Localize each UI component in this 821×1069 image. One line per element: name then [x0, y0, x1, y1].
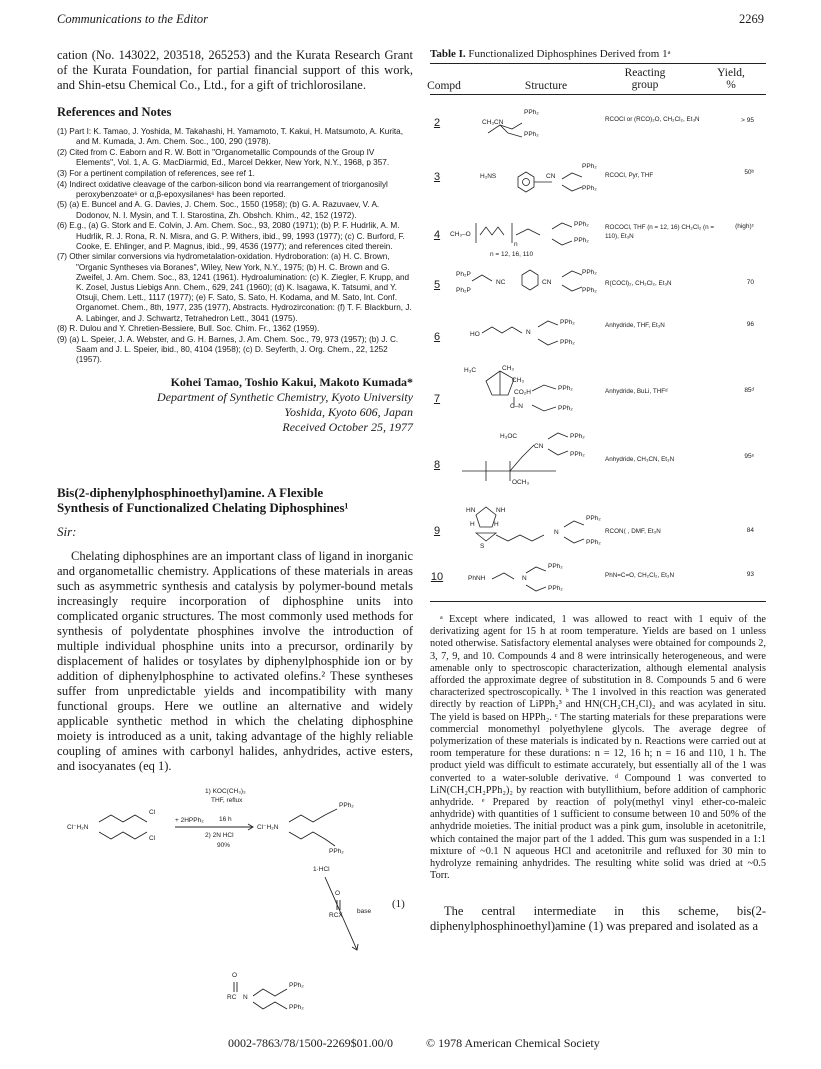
yield-value: > 95: [741, 117, 754, 124]
struct-label: CH₃–O: [450, 231, 471, 238]
compound-number: 10: [430, 571, 444, 583]
struct-label: NH: [496, 507, 506, 514]
struct-label: C–N: [510, 403, 524, 410]
struct-label: CN: [542, 279, 552, 286]
table-label: Table I.: [430, 48, 466, 60]
footer-code: 0002-7863/78/1500-2269$01.00/0: [228, 1036, 393, 1050]
struct-label: CN: [534, 443, 544, 450]
table-row: [430, 269, 766, 309]
reference-item: (2) Cited from C. Eaborn and R. W. Bott in "Organometallic Compounds of the Group IV Elements", Vol. 1, A. G. MacDiarmid, Ed., Marcel Dekker, New York, N.Y., 1968, p 357.: [57, 147, 390, 168]
struct-label: Ph₂P: [456, 271, 471, 278]
struct-label: PPh₂: [558, 405, 573, 412]
yield-value: 85ᵈ: [744, 387, 754, 394]
sm-cl-bottom: Cl: [149, 834, 156, 842]
reagent-hpph2: + 2HPPh₂: [175, 816, 204, 824]
struct-label: n = 12, 16, 110: [490, 251, 534, 258]
condition-solvent: THF, reflux: [211, 796, 243, 804]
table-row: [430, 499, 766, 555]
yield-value: 70: [746, 279, 754, 286]
col-header-group-line: Reacting: [624, 67, 666, 79]
condition-acid: 2) 2N HCl: [205, 831, 234, 839]
struct-label: NC: [496, 279, 506, 286]
struct-label: PPh₂: [582, 269, 597, 276]
struct-label: CN: [546, 173, 556, 180]
struct-label: HO: [470, 331, 480, 338]
salt-label: 1·HCl: [313, 865, 330, 873]
intro-paragraph: Chelating diphosphines are an important class of ligand in inorganic and organometallic chemistry. Applications of these materials in areas such as asymmetric synthesis and catalysis by polymer-bound metals increasingly require incorporation of diphosphine units into complicated organic structures. The most commonly used methods for synthesis of polydentate phosphines involve the introduction of multiple individual phosphine units into a precursor, ordinarily by displacement of halides or tosylates by diphenylphosphide ion or by addition of diphenylphosphine to activated olefins.² These syntheses suffer from unpredictable yields and incompatibility with many functional groups. Here we outline an alternative and widely applicable synthetic method in which the chelating diphosphine moiety is introduced as a unit, taking advantage of the highly reliable coupling of amines with carbonyl halides, anhydrides, active esters, and isocyanates (eq 1).: [57, 548, 413, 773]
col-header-group: [605, 67, 685, 91]
reference-item: (1) Part I: K. Tamao, J. Yoshida, M. Takahashi, H. Yamamoto, T. Kakui, H. Matsumoto, A. Kurita, and M. Kumada, J. Am. Chem. Soc., 100, 290 (1978).: [57, 127, 403, 147]
struct-label: PPh₂: [548, 563, 563, 570]
reaction-scheme: [57, 782, 413, 1012]
compound-number: 5: [433, 279, 441, 291]
struct-label: PPh₂: [586, 539, 601, 546]
table-row: [430, 561, 766, 597]
sm-chain-upper: [99, 815, 147, 822]
struct-label: PPh₂: [586, 515, 601, 522]
yield-value: (high)ᶜ: [735, 223, 754, 230]
yield-value: 84: [746, 527, 754, 534]
page-number: 2269: [739, 12, 764, 26]
reference-item: (8) R. Dulou and Y. Chretien-Bessiere, Bull. Soc. Chim. Fr., 1362 (1959).: [57, 324, 320, 334]
final-chain-upper: [253, 989, 287, 996]
struct-label: PPh₂: [574, 237, 589, 244]
table-row: [430, 165, 766, 205]
received-date: Received October 25, 1977: [282, 419, 413, 434]
reference-item: (5) (a) E. Buncel and A. G. Davies, J. Chem. Soc., 1550 (1958); (b) G. A. Razuvaev, V. A. Dodonov, N. I. Mysin, and T. I. Starostina, Zh. Obshch. Khim., 42, 152 (1972).: [57, 200, 380, 220]
yield-value: 95ᵉ: [744, 453, 754, 460]
final-n-label: N: [243, 993, 248, 1001]
condition-base: 1) KOC(CH₃)₃: [205, 787, 246, 795]
compound-number: 8: [433, 459, 441, 471]
reacting-group: RCON⟨ , DMF, Et₃N: [605, 528, 661, 535]
left-column: [57, 48, 413, 1012]
yield-value: 93: [746, 571, 754, 578]
col-header-yield-line: Yield,: [717, 67, 745, 79]
struct-label: PPh₂: [574, 221, 589, 228]
table-title: [430, 48, 766, 60]
struct-label: HN: [466, 507, 476, 514]
struct-label: H₂NS: [480, 173, 497, 180]
table-bottom-rule: [430, 601, 766, 602]
right-column: [427, 48, 766, 934]
struct-label: N: [522, 575, 527, 582]
struct-label: CH₃CN: [482, 119, 504, 126]
col-header-group-line: group: [631, 79, 659, 91]
table-row: [430, 319, 766, 359]
struct-label: PPh₂: [524, 109, 539, 116]
table-row: [430, 109, 766, 155]
reference-item: (6) E.g., (a) G. Stork and E. Colvin, J. Am. Chem. Soc., 93, 2080 (1971); (b) P. F. Hudrlik, A. M. Hudrlik, R. J. Rona, R. N. Misra, and G. P. Withers, ibid., 99, 1993 (1977); (c) C. Burford, F. Cooke, E. Ehlinger, and P. Magnus, ibid., 99, 4536 (1977); and references cited therein.: [57, 221, 405, 251]
final-pph2-bottom: PPh₂: [289, 1003, 304, 1011]
reacting-group: R(COCl)₂, CH₂Cl₂, Et₃N: [605, 280, 672, 287]
running-title: Communications to the Editor: [57, 12, 209, 26]
prod-chain-upper: [289, 809, 337, 822]
reacting-group: PhN=C=O, CH₂Cl₂, Et₃N: [605, 572, 675, 579]
struct-label: PPh₂: [570, 451, 585, 458]
col-header-structure: Structure: [524, 80, 568, 92]
sm-chain-lower: [99, 832, 147, 839]
salutation: Sir:: [57, 523, 77, 539]
rcx-o-label: O: [335, 889, 341, 897]
reacting-group: Anhydride, CH₃CN, Et₃N: [605, 456, 675, 463]
compound-number: 4: [433, 229, 441, 241]
article-title-line: Synthesis of Functionalized Chelating Diphosphines¹: [57, 499, 349, 515]
sm-amine-label: Cl⁻H₂N: [67, 823, 89, 831]
prod-amine-label: Cl⁻H₂N: [257, 823, 279, 831]
reference-list: [57, 127, 413, 366]
yield-value: 96: [746, 321, 754, 328]
struct-label: PPh₂: [582, 287, 597, 294]
author-block: [57, 375, 413, 435]
table-footnotes: ᵃ Except where indicated, 1 was allowed to react with 1 equiv of the derivatizing agent for 15 h at room temperature. Yields are based on 1 unless noted otherwise. Satisfactory elemental analyses were obtained for compounds 2, 3, 7, 9, and 10. Compounds 4 and 8 were intrinsically heterogeneous, and were amenable only to spectroscopic characterization, although elemental analysis afforded the approximate degree of substitution in 8. Compounds 5 and 6 were characterized spectroscopically. ᵇ The 1 involved in this reaction was generated directly by reaction of LiPPh₂³ and HN(CH₂CH₂Cl)₂ and was acylated in situ. The yield is based on HPPh₂. ᶜ The starting materials for these preparations were commercial monomethyl polyethylene glycols. The average degree of polymerization of these materials is indicated by n. Reactions were carried out at room temperature for these durations: n = 12, 16 h; n = 16 and 110, 1 h. The product yield was difficult to estimate accurately, but essentially all of the 1 was converted to a water-soluble derivative. ᵈ Compound 1 was converted to LiN(CH₂CH₂PPh₂)₂ by reaction with butyllithium, before addition of camphoric anhydride. ᵉ Prepared by reaction of poly(methyl vinyl ether-co-maleic anhydride) with quantities of 1 sufficient to consume between 10 and 50% of the anhydride moieties. The initial product was a pink gum, insoluble in acetonitrile, which contained the major part of the 1 added. This gum was suspended in a 1:1 mixture of ~0.1 N aqueous HCl and acetonitrile and refluxed for 30 min to hydrolyze remaining anhydrides. The resulting white solid was dried at ~0.5 Torr.: [430, 614, 766, 882]
affiliation-city: Yoshida, Kyoto 606, Japan: [284, 404, 413, 419]
reference-item: (7) Other similar conversions via hydrometalation-oxidation. Hydroboration: (a) H. C. Brown, "Organic Syntheses via Boranes", Wiley, New York, N.Y., 1975; (b) H. C. Brown and G. Zweifel, J. Am. Chem. Soc., 83, 1241 (1961). Hydroalumination: (c) K. Ziegler, F. Krupp, and K. Zosel, Justus Liebigs Ann. Chem., 629, 241 (1960); (d) K. Isagawa, K. Tatsumi, and Y. Otsuji, Chem. Lett., 1117 (1977); (e) F. Sato, S. Sato, H. Kodama, and M. Sato, Int. Conf. Organomet. Chem., 8th, 1977, 235 (1977), Abstracts. Hydrozirconation: (f) T. F. Blackburn, J. A. Labinger, and J. Schwartz, Tetrahedron Lett., 3041 (1975).: [57, 252, 412, 323]
struct-label: H₃OC: [500, 433, 518, 440]
struct-label: CH₃: [512, 377, 525, 384]
reacting-group: ROCOCl, THF (n = 12, 16) CH₂Cl₂ (n = 110), Et₃N: [605, 224, 715, 240]
article-title: [57, 485, 413, 515]
struct-label: n: [514, 241, 518, 248]
reacting-group: RCOCl, Pyr, THF: [605, 172, 654, 179]
struct-label: N: [526, 329, 531, 336]
page-header: [57, 12, 764, 28]
compound-number: 3: [433, 171, 441, 183]
struct-label: PPh₂: [570, 433, 585, 440]
compound-number: 7: [433, 393, 441, 405]
final-rc-label: RC: [227, 993, 237, 1001]
reacting-group: Anhydride, THF, Et₃N: [605, 322, 665, 329]
struct-label: OCH₃: [512, 479, 530, 486]
table-caption: Functionalized Diphosphines Derived from 1ᵃ: [465, 48, 671, 60]
struct-label: PhNH: [468, 575, 486, 582]
references-heading: References and Notes: [57, 105, 172, 119]
table-body: [430, 95, 766, 601]
condition-yield: 90%: [217, 841, 231, 849]
final-pph2-top: PPh₂: [289, 981, 304, 989]
footer-copyright: © 1978 American Chemical Society: [426, 1036, 600, 1050]
col-header-compd: Compd: [427, 80, 461, 92]
reacting-group: Anhydride, BuLi, THFᵈ: [605, 388, 668, 395]
rcx-label: RCX: [329, 911, 343, 919]
struct-label: H: [470, 521, 475, 528]
struct-label: H₃C: [464, 367, 477, 374]
col-header-yield: [706, 67, 756, 91]
condition-time: 16 h: [219, 815, 232, 823]
compound-number: 6: [433, 331, 441, 343]
compound-number: 2: [433, 117, 441, 129]
acknowledgment-text: cation (No. 143022, 203518, 265253) and the Kurata Research Grant of the Kurata Foundation, for partial financial support of this work, and Shin-etsu Chemical Co., Ltd., for a gift of trichlorosilane.: [57, 48, 413, 92]
struct-label: PPh₂: [560, 339, 575, 346]
sm-cl-top: Cl: [149, 808, 156, 816]
struct-label: H: [494, 521, 499, 528]
struct-label: PPh₂: [582, 185, 597, 192]
prod-pph2-top: PPh₂: [339, 801, 354, 809]
affiliation-dept: Department of Synthetic Chemistry, Kyoto University: [157, 389, 413, 404]
author-names: Kohei Tamao, Toshio Kakui, Makoto Kumada*: [170, 374, 413, 389]
article-title-line: Bis(2-diphenylphosphinoethyl)amine. A Flexible: [57, 484, 324, 500]
equation-number: (1): [392, 897, 405, 910]
table-row: [430, 367, 766, 427]
struct-label: Ph₂P: [456, 287, 471, 294]
struct-label: CO₂H: [514, 389, 531, 396]
final-o-label: O: [232, 971, 238, 979]
struct-label: PPh₂: [582, 163, 597, 170]
base-label: base: [357, 907, 372, 915]
prod-chain-lower: [289, 832, 335, 846]
struct-label: PPh₂: [558, 385, 573, 392]
compound-number: 9: [433, 525, 441, 537]
table-row: [430, 221, 766, 265]
struct-label: S: [480, 543, 485, 550]
closing-paragraph: The central intermediate in this scheme, bis(2-diphenylphosphinoethyl)amine (1) was prepared and isolated as a: [430, 904, 766, 934]
prod-pph2-bottom: PPh₂: [329, 847, 344, 855]
col-header-yield-line: %: [726, 79, 736, 91]
struct-label: PPh₂: [548, 585, 563, 592]
final-chain-lower: [253, 1002, 287, 1009]
struct-label: N: [554, 529, 559, 536]
reference-item: (9) (a) L. Speier, J. A. Webster, and G. H. Barnes, J. Am. Chem. Soc., 79, 973 (1957); (b) J. C. Saam and J. L. Speier, ibid., 80, 4104 (1958); (c) D. Seyferth, J. Org. Chem., 22, 1252 (1957).: [57, 335, 399, 365]
struct-label: PPh₂: [524, 131, 539, 138]
struct-label: PPh₂: [560, 319, 575, 326]
yield-value: 50ᵇ: [744, 169, 754, 176]
struct-label: CH₃: [502, 365, 515, 372]
table-row: [430, 435, 766, 491]
reference-item: (3) For a pertinent compilation of references, see ref 1.: [57, 168, 255, 178]
reference-item: (4) Indirect oxidative cleavage of the carbon-silicon bond via rearrangement of triorganosilyl peroxybenzoate⁶ or α,β-epoxysilanes⁶ has been reported.: [57, 179, 388, 199]
reacting-group: RCOCl or (RCO)₂O, CH₂Cl₂, Et₃N: [605, 116, 700, 123]
table-header-row: [427, 64, 766, 94]
